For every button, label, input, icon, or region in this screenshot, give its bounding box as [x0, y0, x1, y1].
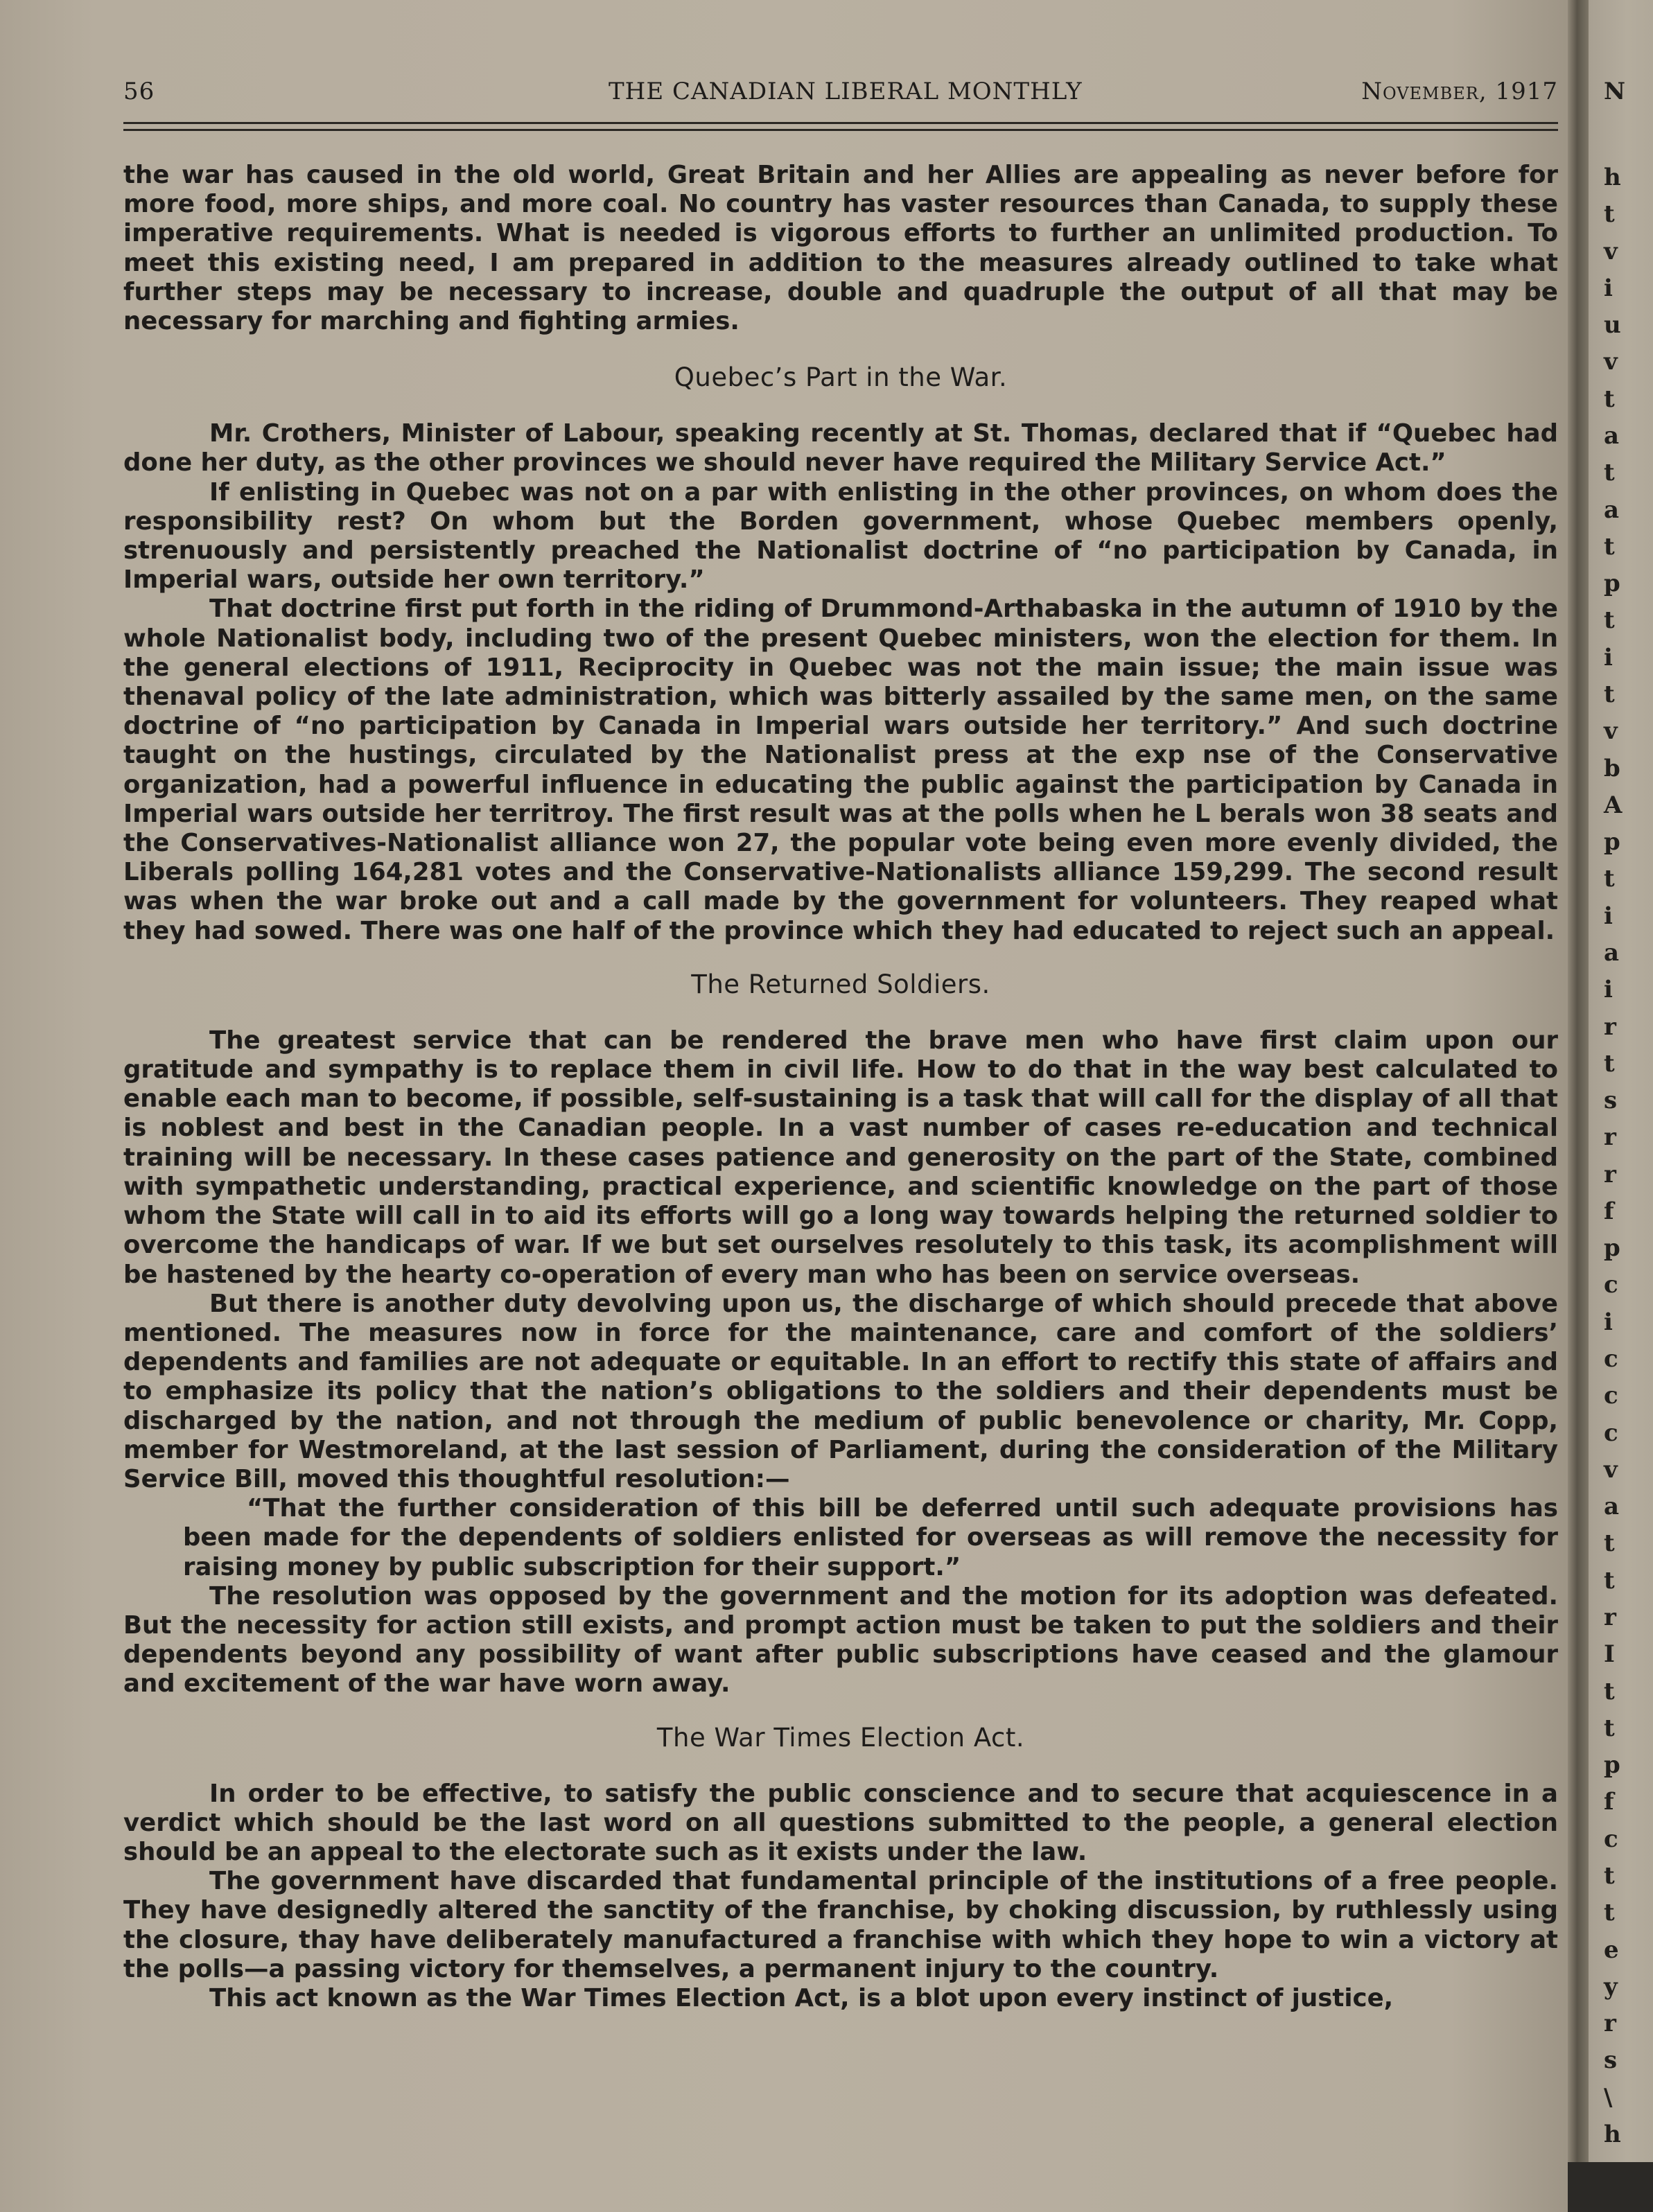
- facing-page-letter: t: [1604, 1899, 1615, 1926]
- facing-page-letter: t: [1604, 1862, 1615, 1890]
- issue-date: November, 1917: [1361, 78, 1558, 105]
- quebec-paragraph-1: Mr. Crothers, Minister of Labour, speaking recently at St. Thomas, declared that if “Quebec had done her duty, as the other provinces we should never have required the Military Service Act.”: [123, 419, 1558, 477]
- facing-page-letter: A: [1604, 791, 1623, 819]
- facing-page-letter: c: [1604, 1825, 1618, 1853]
- running-head: [123, 78, 1558, 112]
- facing-page-letter: t: [1604, 459, 1615, 486]
- facing-page-letter: t: [1604, 606, 1615, 634]
- facing-page-letter: f: [1604, 1788, 1614, 1816]
- facing-page-letter: r: [1604, 1604, 1616, 1631]
- facing-page-letter: v: [1604, 717, 1618, 745]
- facing-page-letter: t: [1604, 1567, 1615, 1595]
- facing-page-letter: t: [1604, 681, 1615, 708]
- facing-page-letter: b: [1604, 755, 1620, 782]
- facing-page-letter: t: [1604, 1678, 1615, 1705]
- facing-page-letter: c: [1604, 1419, 1618, 1447]
- facing-page-letter: I: [1604, 1640, 1615, 1668]
- section-heading-returned-soldiers: The Returned Soldiers.: [691, 969, 990, 999]
- facing-page-letter: t: [1604, 865, 1615, 893]
- facing-page-letter: v: [1604, 1456, 1618, 1484]
- facing-page-letter: s: [1604, 1087, 1618, 1114]
- page-number: 56: [123, 78, 155, 105]
- facing-page-letter: t: [1604, 1529, 1615, 1557]
- facing-page-letter: t: [1604, 200, 1615, 228]
- header-rule-bottom: [123, 129, 1558, 131]
- facing-page-letter: v: [1604, 348, 1618, 376]
- intro-paragraph: the war has caused in the old world, Great Britain and her Allies are appealing as never before for more food, more ships, and more coal. No country has vaster resources than Canada, to supply these imperative requirements. What is needed is vigorous efforts to further an unlimited production. To meet this existing need, I am prepared in addition to the measures already outlined to take what further steps may be necessary to increase, double and quadruple the output of all that may be necessary for marching and fighting armies.: [123, 161, 1558, 336]
- facing-page-letter: t: [1604, 385, 1615, 413]
- facing-page-letter: r: [1604, 1161, 1616, 1188]
- book-gutter: [1568, 0, 1589, 2212]
- facing-page-letter: y: [1604, 1973, 1618, 2001]
- facing-page-letter: s: [1604, 2046, 1618, 2074]
- section-heading-election-act: The War Times Election Act.: [656, 1722, 1025, 1753]
- journal-title: THE CANADIAN LIBERAL MONTHLY: [609, 78, 1083, 105]
- quebec-paragraph-2: If enlisting in Quebec was not on a par with enlisting in the other provinces, on whom does the responsibility rest? On whom but the Borden government, whose Quebec members openly, strenuously and persistently preached the Nationalist doctrine of “no participation by Canada, in Imperial wars, outside her own territory.”: [123, 477, 1558, 595]
- facing-page-letter: i: [1604, 274, 1613, 302]
- facing-page-letter: t: [1604, 1050, 1615, 1078]
- facing-page-letter: c: [1604, 1345, 1618, 1373]
- facing-page-letter: p: [1604, 1751, 1620, 1779]
- facing-page-letter: r: [1604, 1123, 1616, 1151]
- facing-page-letter: \: [1604, 2084, 1613, 2112]
- election-paragraph-2: The government have discarded that fundamental principle of the institutions of a free people. They have designedly altered the sanctity of the franchise, by choking discussion, by ruthlessly using the closure, thay have deliberately manufactured a franchise with which they hope to win a victory at the polls—a passing victory for themselves, a permanent injury to the country.: [123, 1867, 1558, 1983]
- soldiers-paragraph-2: But there is another duty devolving upon us, the discharge of which should precede that above mentioned. The measures now in force for the maintenance, care and comfort of the soldiers’ dependents and families are not adequate or equitable. In an effort to rectify this state of affairs and to emphasize its policy that the nation’s obligations to the soldiers and their dependents must be discharged by the nation, and not through the medium of public benevolence or charity, Mr. Copp, member for Westmoreland, at the last session of Parliament, during the consideration of the Military Service Bill, moved this thoughtful resolution:—: [123, 1289, 1558, 1493]
- facing-page-letter: p: [1604, 1234, 1620, 1262]
- facing-page-letter: c: [1604, 1271, 1618, 1299]
- facing-page-letter: r: [1604, 2010, 1616, 2037]
- election-paragraph-1: In order to be effective, to satisfy the public conscience and to secure that acquiescence in a verdict which should be the last word on all questions submitted to the people, a general election should be an appeal to the electorate such as it exists under the law.: [123, 1779, 1558, 1866]
- facing-page-letter: t: [1604, 1714, 1615, 1742]
- facing-page-letter: e: [1604, 1936, 1619, 1964]
- facing-page-letter: u: [1604, 311, 1621, 339]
- article-body: [123, 161, 1558, 2013]
- facing-page-letter: a: [1604, 496, 1620, 524]
- facing-page-letter: a: [1604, 422, 1620, 450]
- resolution-quote: “That the further consideration of this bill be deferred until such adequate provisions has been made for the dependents of soldiers enlisted for overseas as will remove the necessity for raising money by public subscription for their support.”: [183, 1494, 1558, 1581]
- soldiers-paragraph-3: The resolution was opposed by the government and the motion for its adoption was defeated. But the necessity for action still exists, and prompt action must be taken to put the soldiers and their dependents beyond any possibility of want after public subscriptions have ceased and the glamour and excitement of the war have worn away.: [123, 1581, 1558, 1698]
- facing-page-header-letter: N: [1604, 78, 1626, 105]
- facing-page-letter: p: [1604, 570, 1620, 597]
- facing-page-letter: i: [1604, 1308, 1613, 1336]
- quebec-paragraph-3: That doctrine first put forth in the riding of Drummond-Arthabaska in the autumn of 1910 by the whole Nationalist body, including two of the present Quebec ministers, won the election for them. In the general elections of 1911, Reciprocity in Quebec was not the main issue; the main issue was thenaval policy of the late administration, which was bitterly assailed by the same men, on the same doctrine of “no participation by Canada in Imperial wars outside her territory.” And such doctrine taught on the hustings, circulated by the Nationalist press at the exp nse of the Conservative organization, had a powerful influence in educating the public against the participation by Canada in Imperial wars outside her territroy. The first result was at the polls when he L berals won 38 seats and the Conservatives-Nationalist alliance won 27, the popular vote being even more evenly divided, the Liberals polling 164,281 votes and the Conservative-Nationalists alliance 159,299. The second result was when the war broke out and a call made by the government for volunteers. They reaped what they had sowed. There was one half of the province which they had educated to reject such an appeal.: [123, 595, 1558, 945]
- facing-page-letter: p: [1604, 828, 1620, 856]
- page-corner-shadow: [1568, 2162, 1653, 2212]
- facing-page-letter: h: [1604, 2121, 1621, 2148]
- facing-page-letter: a: [1604, 1493, 1620, 1520]
- facing-page-letter: f: [1604, 1197, 1614, 1225]
- facing-page-letter: a: [1604, 939, 1620, 967]
- section-heading-quebec: Quebec’s Part in the War.: [674, 362, 1008, 393]
- facing-page-letter: t: [1604, 533, 1615, 561]
- facing-page-letter: i: [1604, 902, 1613, 930]
- facing-page-letter: v: [1604, 238, 1618, 265]
- soldiers-paragraph-1: The greatest service that can be rendered the brave men who have first claim upon our gratitude and sympathy is to replace them in civil life. How to do that in the way best calculated to enable each man to become, if possible, self-sustaining is a task that will call for the display of all that is noblest and best in the Canadian people. In a vast number of cases re-education and technical training will be necessary. In these cases patience and generosity on the part of the State, combined with sympathetic understanding, practical experience, and scientific knowledge on the part of those whom the State will call in to aid its efforts will go a long way towards helping the returned soldier to overcome the handicaps of war. If we but set ourselves resolutely to this task, its acomplishment will be hastened by the hearty co-operation of every man who has been on service overseas.: [123, 1026, 1558, 1289]
- facing-page-letter: i: [1604, 976, 1613, 1003]
- facing-page-letter: c: [1604, 1382, 1618, 1410]
- facing-page-edge: [1589, 0, 1653, 2212]
- facing-page-letter: i: [1604, 644, 1613, 672]
- header-rule-top: [123, 122, 1558, 124]
- election-paragraph-3: This act known as the War Times Election Act, is a blot upon every instinct of justice,: [209, 1983, 1394, 2012]
- facing-page-letter: h: [1604, 164, 1621, 191]
- facing-page-letter: r: [1604, 1013, 1616, 1041]
